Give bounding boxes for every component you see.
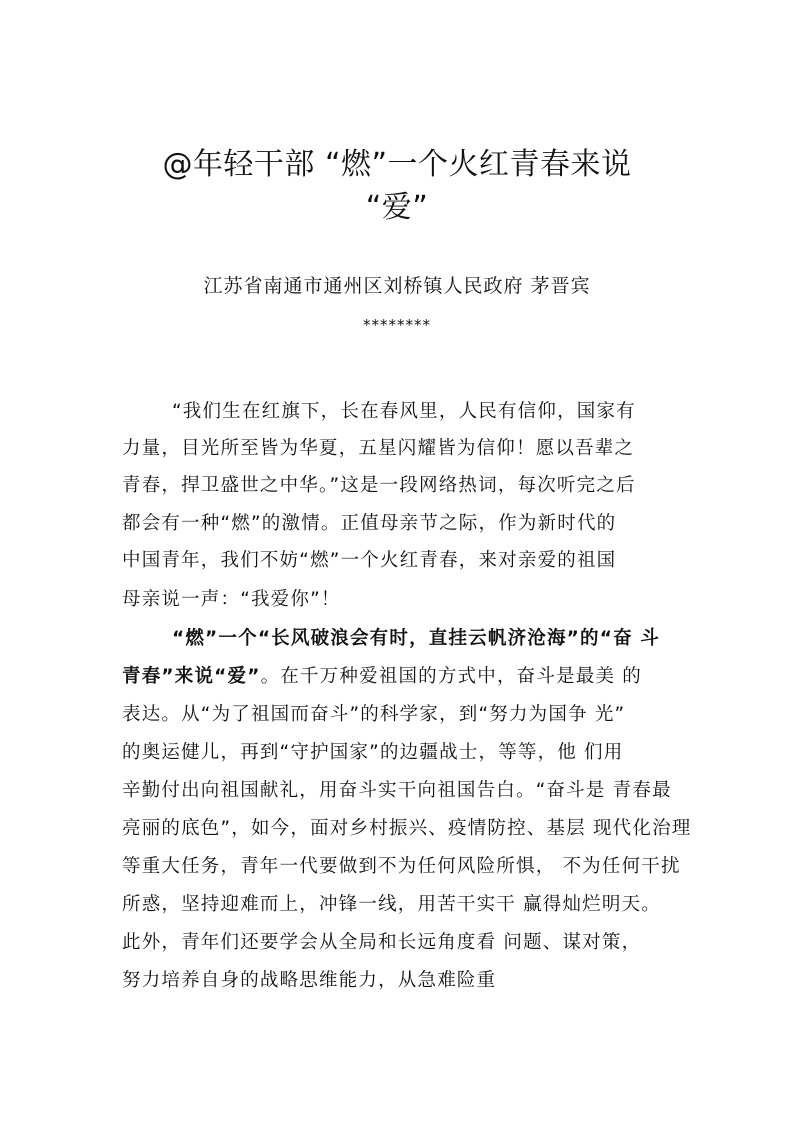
paragraph-2-line: 亮丽的底色”，如今，面对乡村振兴、疫情防控、基层 现代化治理	[122, 818, 692, 839]
paragraph-2-line: 努力培养自身的战略思维能力，从急难险重	[122, 970, 497, 991]
paragraph-2-line: 辛勤付出向祖国献礼，用奋斗实干向祖国告白。“奋斗是 青春最	[122, 780, 672, 801]
paragraph-1-line: 中国青年，我们不妨“燃”一个火红青春，来对亲爱的祖国	[122, 550, 617, 571]
paragraph-2-line: 等重大任务，青年一代要做到不为任何风险所惧， 不为任何干扰	[122, 856, 681, 877]
paragraph-1-line: 母亲说一声：“我爱你”！	[122, 589, 341, 610]
paragraph-2-line	[122, 662, 642, 692]
author-byline: 江苏省南通市通州区刘桥镇人民政府 茅晋宾	[203, 275, 591, 297]
paragraph-1-line: 青春，捍卫盛世之中华。”这是一段网络热词，每次听完之后	[122, 475, 636, 496]
paragraph-1-line: “我们生在红旗下，长在春风里，人民有信仰，国家有	[172, 401, 636, 422]
paragraph-2-line-text: 。在千万种爱祖国的方式中，奋斗是最美 的	[260, 666, 642, 687]
paragraph-2-line: 此外，青年们还要学会从全局和长远角度看 问题、谋对策，	[122, 932, 642, 953]
paragraph-2-line: 所惑，坚持迎难而上，冲锋一线，用苦干实干 赢得灿烂明天。	[122, 894, 661, 915]
paragraph-1-line: 都会有一种“燃”的激情。正值母亲节之际，作为新时代的	[122, 513, 617, 534]
paragraph-2-heading-line-1: “燃”一个“长风破浪会有时，直挂云帆济沧海”的“奋 斗	[172, 628, 661, 649]
paragraph-2-line: 表达。从“为了祖国而奋斗”的科学家，到“努力为国争 光”	[122, 704, 626, 725]
title-line-1: @年轻干部 “燃”一个火红青春来说	[162, 147, 632, 182]
paragraph-1-line: 力量，目光所至皆为华夏，五星闪耀皆为信仰！愿以吾辈之	[122, 438, 635, 459]
title-line-2: “爱”	[365, 190, 429, 225]
paragraph-2-heading-line-2: 青春”来说“爱”	[122, 666, 261, 687]
paragraph-2-line: 的奥运健儿，再到“守护国家”的边疆战士，等等，他 们用	[122, 742, 624, 763]
separator: ********	[363, 316, 431, 334]
